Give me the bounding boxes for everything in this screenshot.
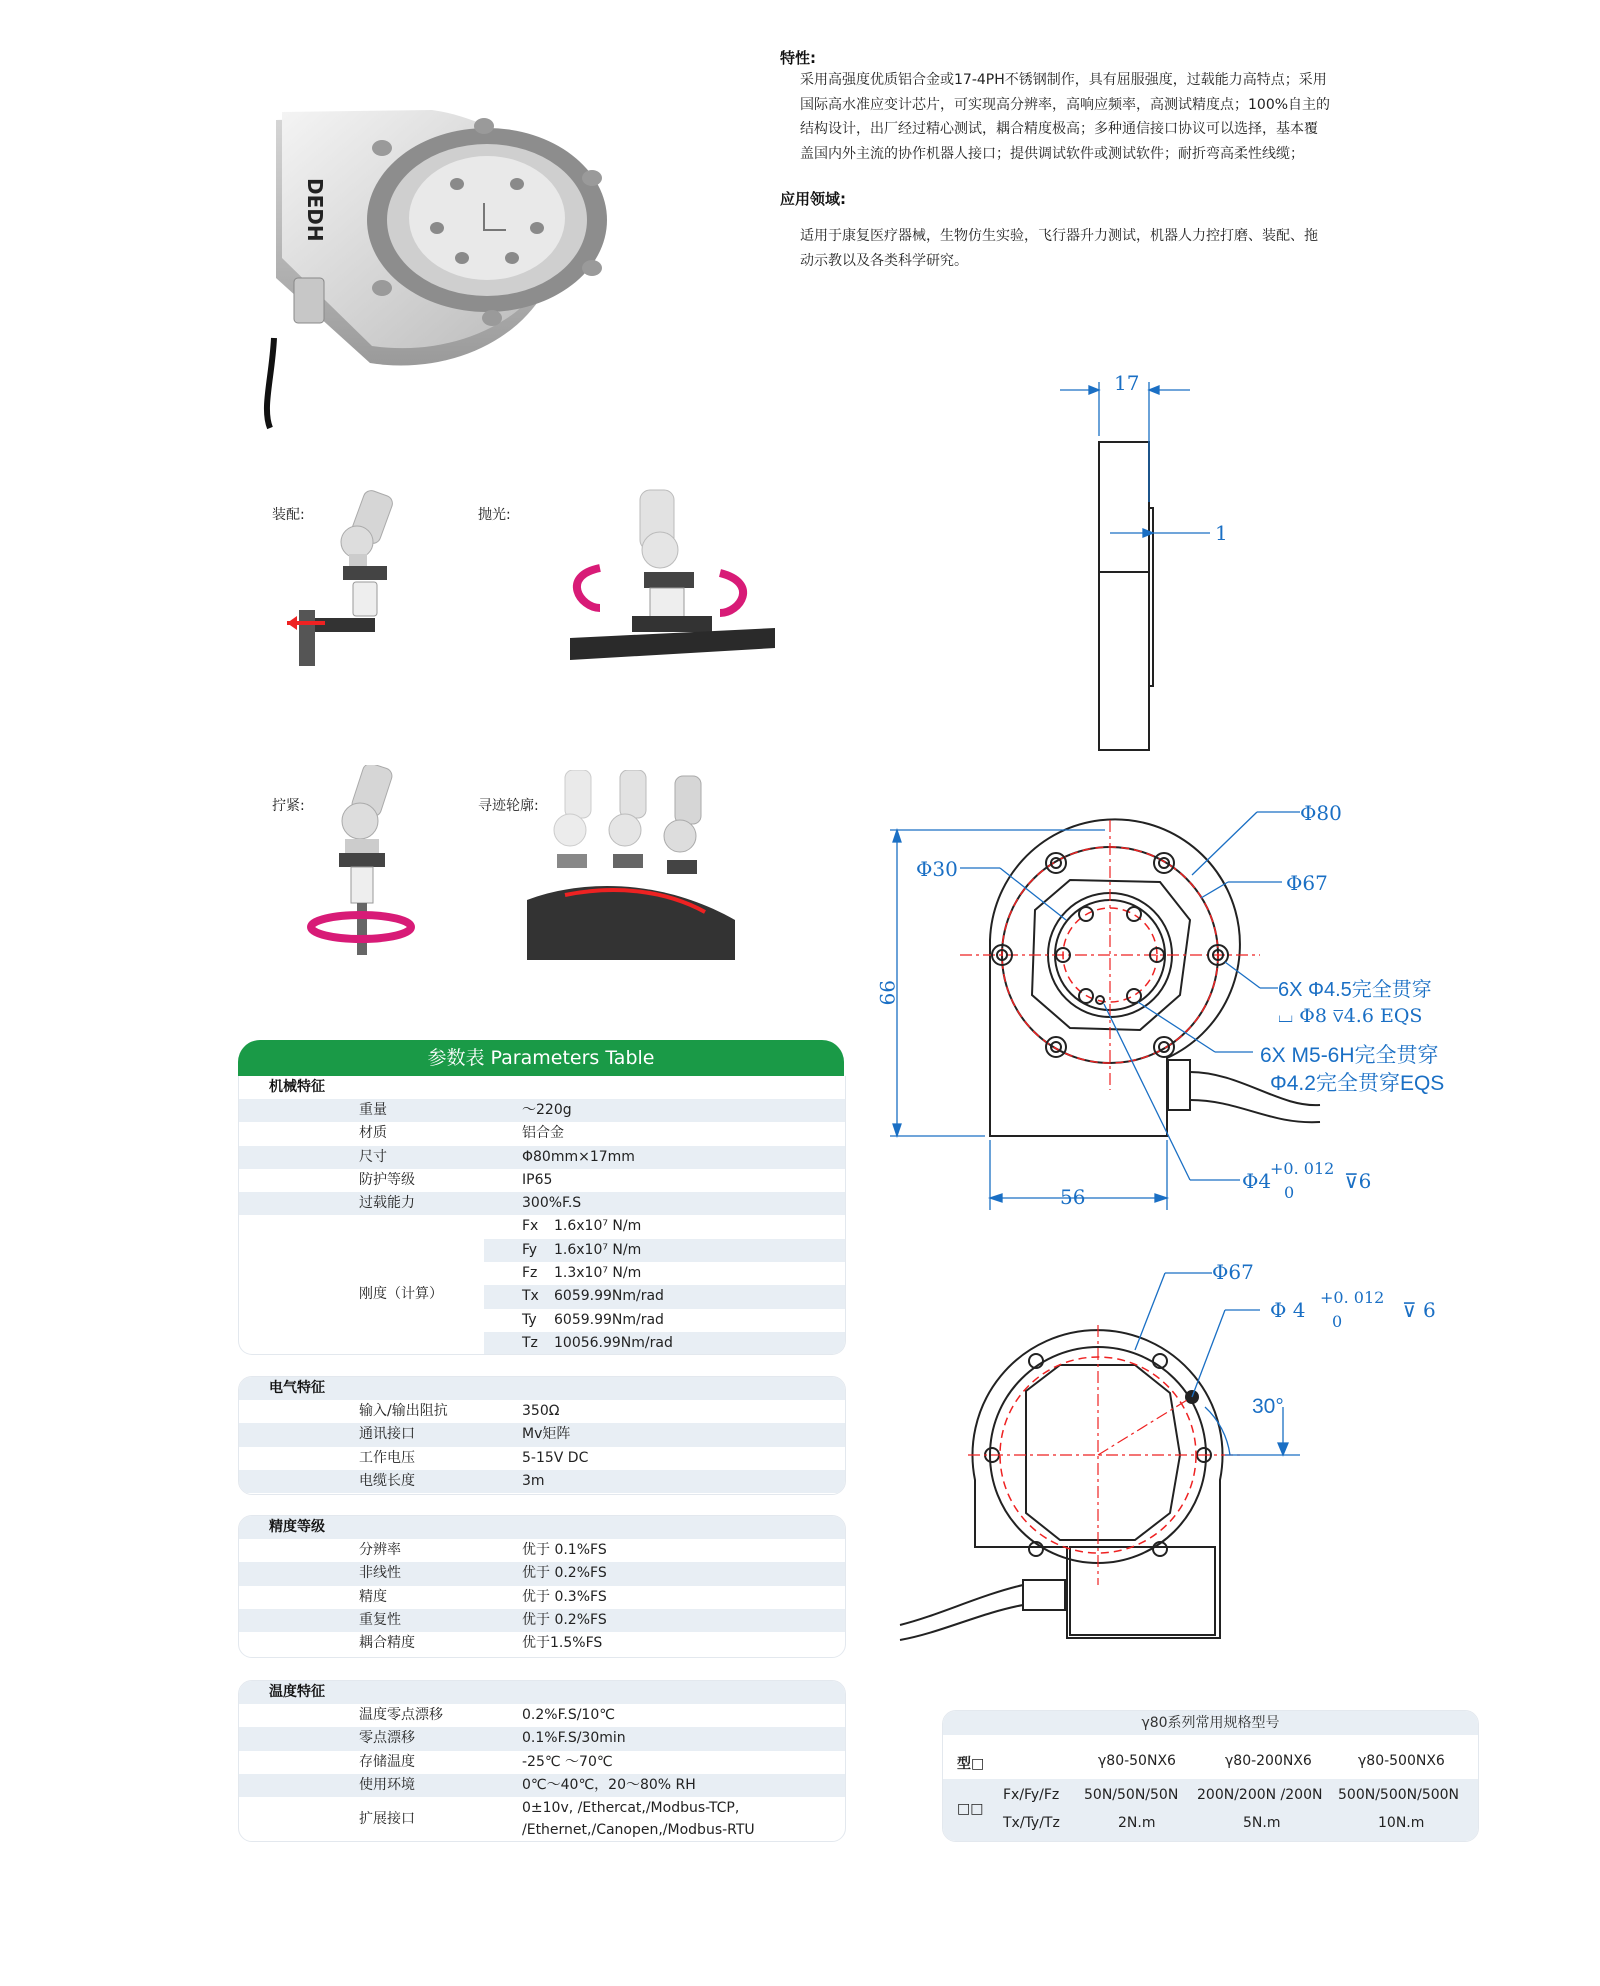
polishing-illustration: [560, 488, 790, 678]
features-line: 国际高水准应变计芯片，可实现高分辨率，高响应频率，高测试精度点；100%自主的: [800, 96, 1331, 113]
stiffness-value: 10056.99Nm/rad: [554, 1334, 673, 1351]
stiffness-value: 1.3x10⁷ N/m: [554, 1265, 642, 1282]
stiffness-label: 刚度（计算）: [359, 1286, 443, 1303]
table-row: [239, 1146, 845, 1169]
table-row: [484, 1239, 845, 1262]
params-group-electrical: [238, 1376, 846, 1495]
front-view-drawing: [860, 790, 1600, 1230]
side-step-label: 1: [1215, 521, 1228, 545]
param-name: 尺寸: [359, 1148, 387, 1165]
front-width-label: 56: [1060, 1185, 1086, 1209]
param-name: 非线性: [359, 1565, 401, 1582]
stiffness-value: 1.6x10⁷ N/m: [554, 1218, 642, 1235]
param-value: 优于1.5%FS: [522, 1635, 603, 1652]
spec-torque-label: Tx/Ty/Tz: [1003, 1815, 1060, 1831]
param-name: 通讯接口: [359, 1426, 415, 1443]
back-angle-label: 30°: [1252, 1395, 1284, 1418]
side-view-drawing: [1050, 370, 1230, 760]
stiffness-block: [239, 1215, 845, 1355]
param-name: 分辨率: [359, 1542, 401, 1558]
front-hole-a-line2: ⌴ Φ8 ⊽4.6 EQS: [1278, 1005, 1423, 1027]
param-name: 电缆长度: [359, 1472, 415, 1489]
stiffness-value: 6059.99Nm/rad: [554, 1288, 664, 1305]
front-hole-b-line1: 6X M5-6H完全贯穿: [1260, 1044, 1439, 1067]
param-value: [522, 1797, 755, 1841]
group-title-temperature: 温度特征: [239, 1681, 845, 1704]
stiffness-value: 1.6x10⁷ N/m: [554, 1241, 642, 1258]
param-value: 优于 0.3%FS: [522, 1588, 607, 1605]
group-title-precision: 精度等级: [239, 1516, 845, 1539]
param-name: 零点漂移: [359, 1730, 415, 1747]
group-title-mechanical: 机械特征: [239, 1076, 845, 1099]
param-value: IP65: [522, 1171, 553, 1188]
param-value: 5-15V DC: [522, 1449, 589, 1466]
params-table-title: 参数表 Parameters Table: [238, 1040, 844, 1076]
stiffness-axis: Fx: [522, 1218, 539, 1235]
back-d67-label: Φ67: [1212, 1260, 1254, 1284]
front-hole-b-line2: Φ4.2完全贯穿EQS: [1270, 1072, 1445, 1095]
params-group-mechanical: [238, 1076, 846, 1355]
spec-model: γ80-200NX6: [1225, 1753, 1312, 1769]
applications-title: 应用领域:: [780, 190, 846, 208]
param-value: 0.2%F.S/10℃: [522, 1707, 615, 1723]
spec-torque-value: 5N.m: [1243, 1815, 1281, 1831]
param-value: 3m: [522, 1472, 545, 1489]
table-row: [239, 1586, 845, 1609]
table-row: [484, 1262, 845, 1285]
spec-force-value: 500N/500N/500N: [1338, 1787, 1460, 1803]
param-value: 300%F.S: [522, 1195, 582, 1212]
table-row: [239, 1632, 845, 1655]
table-row: [239, 1447, 845, 1470]
group-title-electrical: 电气特征: [239, 1377, 845, 1400]
tightening-illustration: [305, 765, 425, 960]
table-row: [484, 1215, 845, 1238]
param-name: 重复性: [359, 1611, 401, 1628]
scenario-label-contour: 寻迹轮廓:: [478, 798, 539, 814]
features-line: 结构设计，出厂经过精心测试，耦合精度极高；多种通信接口协议可以选择，基本覆: [800, 121, 1318, 137]
table-row: [239, 1751, 845, 1774]
features-line: 采用高强度优质铝合金或17-4PH不锈钢制作，具有屈服强度，过载能力高特点；采用: [800, 72, 1327, 88]
features-title: 特性:: [780, 49, 816, 67]
front-pin-tol-lower: 0: [1284, 1183, 1295, 1202]
spec-model-label: 型□: [957, 1756, 985, 1772]
param-name: 使用环境: [359, 1776, 415, 1793]
param-name: 精度: [359, 1588, 387, 1605]
param-value: 350Ω: [522, 1403, 560, 1419]
table-row: [239, 1423, 845, 1446]
param-value: 优于 0.2%FS: [522, 1565, 607, 1582]
front-hole-a-line1: 6X Φ4.5完全贯穿: [1278, 979, 1432, 1001]
front-pin-label: Φ4: [1242, 1169, 1272, 1193]
back-view-drawing: [880, 1255, 1440, 1655]
param-name: 温度零点漂移: [359, 1707, 443, 1723]
interface-line: 0±10v, /Ethercat,/Modbus-TCP,: [522, 1800, 740, 1817]
applications-line: 适用于康复医疗器械，生物仿生实验，飞行器升力测试，机器人力控打磨、装配、拖: [800, 228, 1318, 244]
scenario-label-assembly: 装配:: [272, 507, 305, 523]
back-pin-label: Φ 4: [1270, 1298, 1306, 1322]
param-name: 输入/输出阻抗: [359, 1403, 448, 1419]
product-logo: DEDH: [303, 178, 327, 242]
param-value: 铝合金: [522, 1125, 564, 1142]
spec-force-label: Fx/Fy/Fz: [1003, 1787, 1060, 1803]
table-row: [239, 1099, 845, 1122]
param-value: 0℃～40℃，20～80% RH: [522, 1776, 696, 1793]
spec-force-value: 200N/200N /200N: [1197, 1787, 1323, 1803]
stiffness-axis: Tz: [522, 1334, 538, 1351]
front-pin-depth: ⊽6: [1344, 1169, 1372, 1193]
side-width-label: 17: [1114, 371, 1140, 395]
stiffness-axis: Tx: [522, 1288, 539, 1305]
param-name: 材质: [359, 1125, 387, 1142]
param-value: ～220g: [522, 1102, 572, 1118]
spec-table-title: γ80系列常用规格型号: [943, 1711, 1478, 1735]
contour-illustration: [525, 770, 740, 960]
product-photo: [262, 108, 702, 438]
spec-range-label: □□: [957, 1801, 984, 1817]
features-body: [800, 68, 1400, 166]
table-row: [239, 1122, 845, 1145]
table-row: [239, 1727, 845, 1750]
front-d80-label: Φ80: [1300, 801, 1342, 825]
stiffness-value: 6059.99Nm/rad: [554, 1311, 664, 1328]
applications-body: [800, 224, 1400, 273]
front-pin-tol-upper: +0. 012: [1270, 1159, 1335, 1178]
table-row: [239, 1609, 845, 1632]
back-pin-tol-lower: 0: [1332, 1312, 1343, 1331]
applications-line: 动示教以及各类科学研究。: [800, 252, 968, 269]
params-group-precision: [238, 1515, 846, 1658]
spec-torque-value: 2N.m: [1118, 1815, 1156, 1831]
interface-line: /Ethernet,/Canopen,/Modbus-RTU: [522, 1822, 755, 1839]
spec-torque-value: 10N.m: [1378, 1815, 1425, 1831]
stiffness-axis: Fz: [522, 1265, 538, 1282]
table-row: [239, 1192, 845, 1215]
table-row: [239, 1774, 845, 1797]
front-height-label: 99: [875, 980, 899, 1006]
param-value: Mv矩阵: [522, 1426, 571, 1443]
back-pin-depth: ⊽ 6: [1402, 1298, 1436, 1322]
stiffness-axis: Fy: [522, 1241, 538, 1258]
params-group-temperature: [238, 1680, 846, 1842]
table-row: [239, 1797, 845, 1841]
table-row: [484, 1285, 845, 1308]
spec-model: γ80-50NX6: [1098, 1753, 1176, 1769]
spec-force-value: 50N/50N/50N: [1084, 1787, 1179, 1803]
scenario-label-tightening: 拧紧:: [272, 798, 305, 814]
table-row: [239, 1704, 845, 1727]
stiffness-axis: Ty: [522, 1311, 537, 1328]
assembly-illustration: [285, 490, 425, 675]
param-value: 优于 0.1%FS: [522, 1542, 607, 1558]
table-row: [484, 1309, 845, 1332]
param-value: Φ80mm×17mm: [522, 1148, 635, 1165]
param-name: 工作电压: [359, 1449, 415, 1466]
table-row: [239, 1562, 845, 1585]
param-name: 过载能力: [359, 1195, 415, 1212]
scenario-label-polishing: 抛光:: [478, 507, 511, 523]
param-name: 防护等级: [359, 1171, 415, 1188]
back-pin-tol-upper: +0. 012: [1320, 1288, 1385, 1307]
param-value: -25℃ ～70℃: [522, 1753, 613, 1770]
table-row: [239, 1169, 845, 1192]
front-d67-label: Φ67: [1286, 871, 1328, 895]
param-name: 耦合精度: [359, 1635, 415, 1652]
features-line: 盖国内外主流的协作机器人接口；提供调试软件或测试软件；耐折弯高柔性线缆；: [800, 145, 1304, 162]
table-row: [239, 1539, 845, 1562]
front-d30-label: Φ30: [916, 857, 958, 881]
spec-model: γ80-500NX6: [1358, 1753, 1445, 1769]
table-row: [484, 1332, 845, 1355]
param-value: 0.1%F.S/30min: [522, 1730, 626, 1747]
table-row: [239, 1400, 845, 1423]
param-name: 存储温度: [359, 1753, 415, 1770]
table-row: [239, 1470, 845, 1493]
model-spec-table: [942, 1710, 1479, 1842]
param-value: 优于 0.2%FS: [522, 1611, 607, 1628]
param-name: 扩展接口: [359, 1811, 415, 1828]
param-name: 重量: [359, 1102, 387, 1118]
